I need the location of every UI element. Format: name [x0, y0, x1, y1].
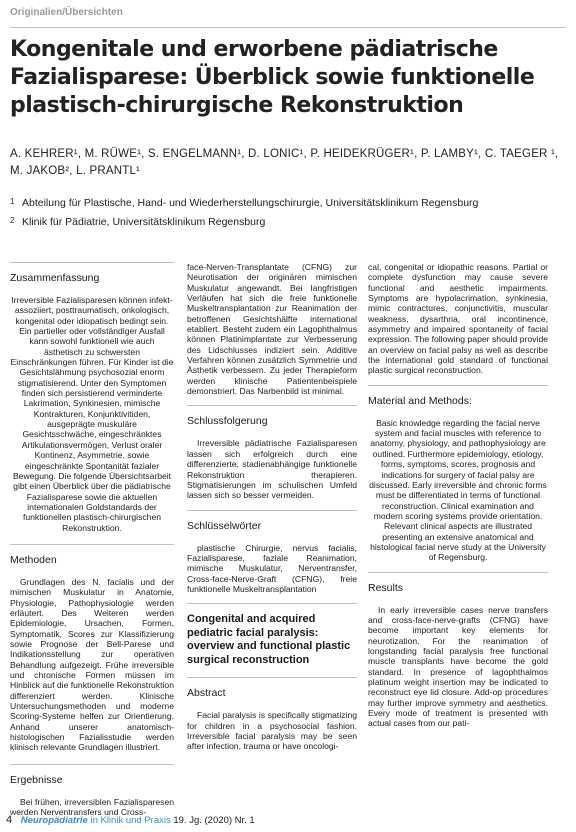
- title-line-1: Kongenitale und erworbene pädiatrische: [10, 37, 498, 62]
- material-methods-text: Basic knowledge regarding the facial nerve system and facial muscles with reference to anatomy, physiology, and pathophysiology are outlined. Furthermore epidemiology, etiology, forms, symptoms, scores, prognosis and indications for surgery of facial palsy are discussed. Early irreversible and chronic forms must be differentiated in terms of functional reconstruction. Clinical examination and modern scoring systems provide orientation. Relevant clinical aspects are illustrated presenting an extensive anatomical and histological facial nerve study at the University of Regensburg.: [369, 417, 547, 563]
- schlussfolgerung-heading: Schlussfolgerung: [187, 415, 268, 428]
- column-1: [10, 262, 174, 817]
- affiliation-text: Abteilung für Plastische, Hand- und Wiederherstellungschirurgie, Universitätsklinikum Regensburg: [22, 197, 479, 209]
- authors-line-2: M. JAKOB², L. PRANTL¹: [10, 165, 141, 177]
- column-2: [187, 262, 357, 752]
- schlussfolgerung-text: Irreversible pädiatrische Fazialisparesen lassen sich erfolgreich durch eine differenzierte, stadienabhängige funktionelle Rekonstruktion therapieren. Stigmatisierungen im schulischen Umfeld lassen sich so besser vermeiden.: [187, 438, 357, 501]
- affiliation-mark: 2: [10, 215, 15, 225]
- title-line-3: plastisch-chirurgische Rekonstruktion: [10, 93, 464, 118]
- page-footer: [6, 814, 566, 826]
- affiliation-list: [10, 195, 566, 232]
- methoden-heading: Methoden: [10, 553, 57, 566]
- title-line-2: Fazialisparese: Überblick sowie funktionelle: [10, 65, 535, 90]
- affiliation-mark: 1: [10, 197, 15, 206]
- column-3: [368, 262, 548, 729]
- author-list: [10, 146, 566, 180]
- zusammenfassung-heading: Zusammenfassung: [10, 272, 100, 284]
- material-methods-heading: Material and Methods:: [368, 394, 472, 407]
- zusammenfassung-text: Irreversible Fazialisparesen können infekt-assoziiert, posttraumatisch, onkologisch, kongenital oder idiopatisch bedingt sein. Ein partieller oder vollständiger Ausfall kann sowohl funktionell wie auch ästhetisch zu schwersten Einschränkungen führen. Für Kinder ist die Gesichtslähmung psychosozial enorm stigmatisierend. Unter den Symptomen finden sich persistierend verminderte Lakrimation, Synkinesien, mimische Kontrakturen, Konjunktivitiden, ausgeprägte muskuläre Gesichtsschwäche, eingeschränktes Artikulationsvermögen, Verlust oraler Kontinenz, Asymmetrie, sowie eingeschränkte Spontanität fazialer Bewegung. Die folgende Übersichtsarbeit gibt einen Überblick über die pädiatrische Fazialisparese sowie die aktuellen internationalen Goldstandards der funktionellen plastisch-chirurgischen Rekonstruktion.: [10, 295, 174, 533]
- results-text: In early irreversible cases nerve transfers and cross-face-nerve-grafts (CFNG) have become important key elements for neurotization. For the reanimation of longstanding facial paralysis free functional muscle transplants have become the gold standard. In presence of lagophthalmos platinum weight insertion may be indicated to reconstruct eye lid closure. Add-op procedures may further improve symmetry and aesthetics. Every mode of treatment is presented with actual cases from our pati-: [368, 604, 548, 729]
- affiliation-text: Klinik für Pädiatrie, Universitätsklinikum Regensburg: [22, 215, 266, 228]
- methoden-text: Grundlagen des N. facialis und der mimischen Muskulatur in Anatomie, Physiologie, Pathophysiologie werden erläutert. Des Weiteren werden Epidemiologie, Ursachen, Formen, Symptomatik, Scores zur Klassifizierung sowie Prognose der Bell-Parese und Indikationsstellung zur operativen Behandlung aufgezeigt. Frühe irreversible und chronische Formen müssen im Hinblick auf die funktionelle Rekonstruktion differenziert werden. Klinische Untersuchungsmethoden und moderne Scoring-Systeme helfen zur Orientierung. Anhand unserer anatomisch-histologischen Fazialisstudie werden klinisch relevante Grundlagen illustriert.: [10, 576, 174, 753]
- header-rule: [10, 27, 566, 28]
- section-rule: [368, 572, 548, 573]
- affiliation-item: [10, 214, 566, 230]
- section-rule: [187, 510, 357, 511]
- journal-brand: Neuropädiatrie: [20, 815, 88, 826]
- results-heading: Results: [368, 581, 404, 594]
- ergebnisse-text: Bei frühen, irreversiblen Fazialisparesen werden Nerventransfers und Cross-: [10, 796, 174, 818]
- english-title: Congenital and acquired pediatric facial paralysis: overview and functional plastic surgical reconstruction: [187, 613, 351, 666]
- section-rule: [187, 603, 357, 604]
- article-title: [10, 36, 566, 120]
- section-rule: [10, 764, 174, 765]
- ergebnisse-heading: Ergebnisse: [10, 773, 63, 786]
- journal-brand-sub: in Klinik und Praxis: [90, 815, 171, 826]
- keywords-heading: Schlüsselwörter: [187, 519, 262, 532]
- section-rule: [10, 262, 174, 263]
- authors-line-1: A. KEHRER¹, M. RÜWE¹, S. ENGELMANN¹, D. LONIC¹, P. HEIDEKRÜGER¹, P. LAMBY¹, C. TAEGER ¹,: [10, 148, 559, 160]
- section-rule: [10, 544, 174, 545]
- section-rule: [368, 385, 548, 386]
- category-label: Originalien/Übersichten: [10, 7, 123, 18]
- keywords-text: plastische Chirurgie, nervus facialis, Fazialisparese, faziale Reanimation, mimische Muskulatur, Nerventransfer, Cross-face-Nerve-Graft (CFNG), freie funktionelle Muskeltransplantation: [187, 542, 357, 594]
- journal-issue: 19. Jg. (2020) Nr. 1: [173, 815, 255, 826]
- affiliation-item: [10, 195, 566, 211]
- abstract-continued: cal, congenital or idiopathic reasons. Partial or complete dysfunction may cause severe functional and aesthetic impairments. Symptoms are hypolacrimation, synkinesia, mimic contractures, conjunctivitis, muscular weakness, dysarthria, oral incontinence, asymmetry and impaired spontaneity of facial expression. The following paper should provide an overview on facial palsy as well as describe the international gold standard of functional plastic surgical reconstruction.: [368, 262, 548, 376]
- abstract-text: Facial paralysis is specifically stigmatizing for children in a psychosocial fashion. Irreversible facial paralysis may be seen after infection, trauma or have oncologi-: [187, 710, 357, 752]
- section-rule: [187, 677, 357, 678]
- section-rule: [187, 405, 357, 406]
- page-number: 4: [6, 814, 13, 826]
- ergebnisse-continued: face-Nerven-Transplantate (CFNG) zur Neurotisation der originären mimischen Muskulatur angewandt. Bei langfristigen Verläufen hat sich die freie funktionelle Muskeltransplantation zur Reanimation der betroffenen Gesichtshälfte international etabliert. Besteht zudem ein Lagophthalmus können Platinimplantate zur Verbesserung des Lidschlusses indiziert sein. Additive Verfahren können zusätzlich Symmetrie und Ästhetik verbessern. Zu jeder Therapieform werden klinische Patientenbeispiele demonstriert. Das Narbenbild ist minimal.: [187, 262, 357, 397]
- abstract-heading: Abstract: [187, 687, 226, 700]
